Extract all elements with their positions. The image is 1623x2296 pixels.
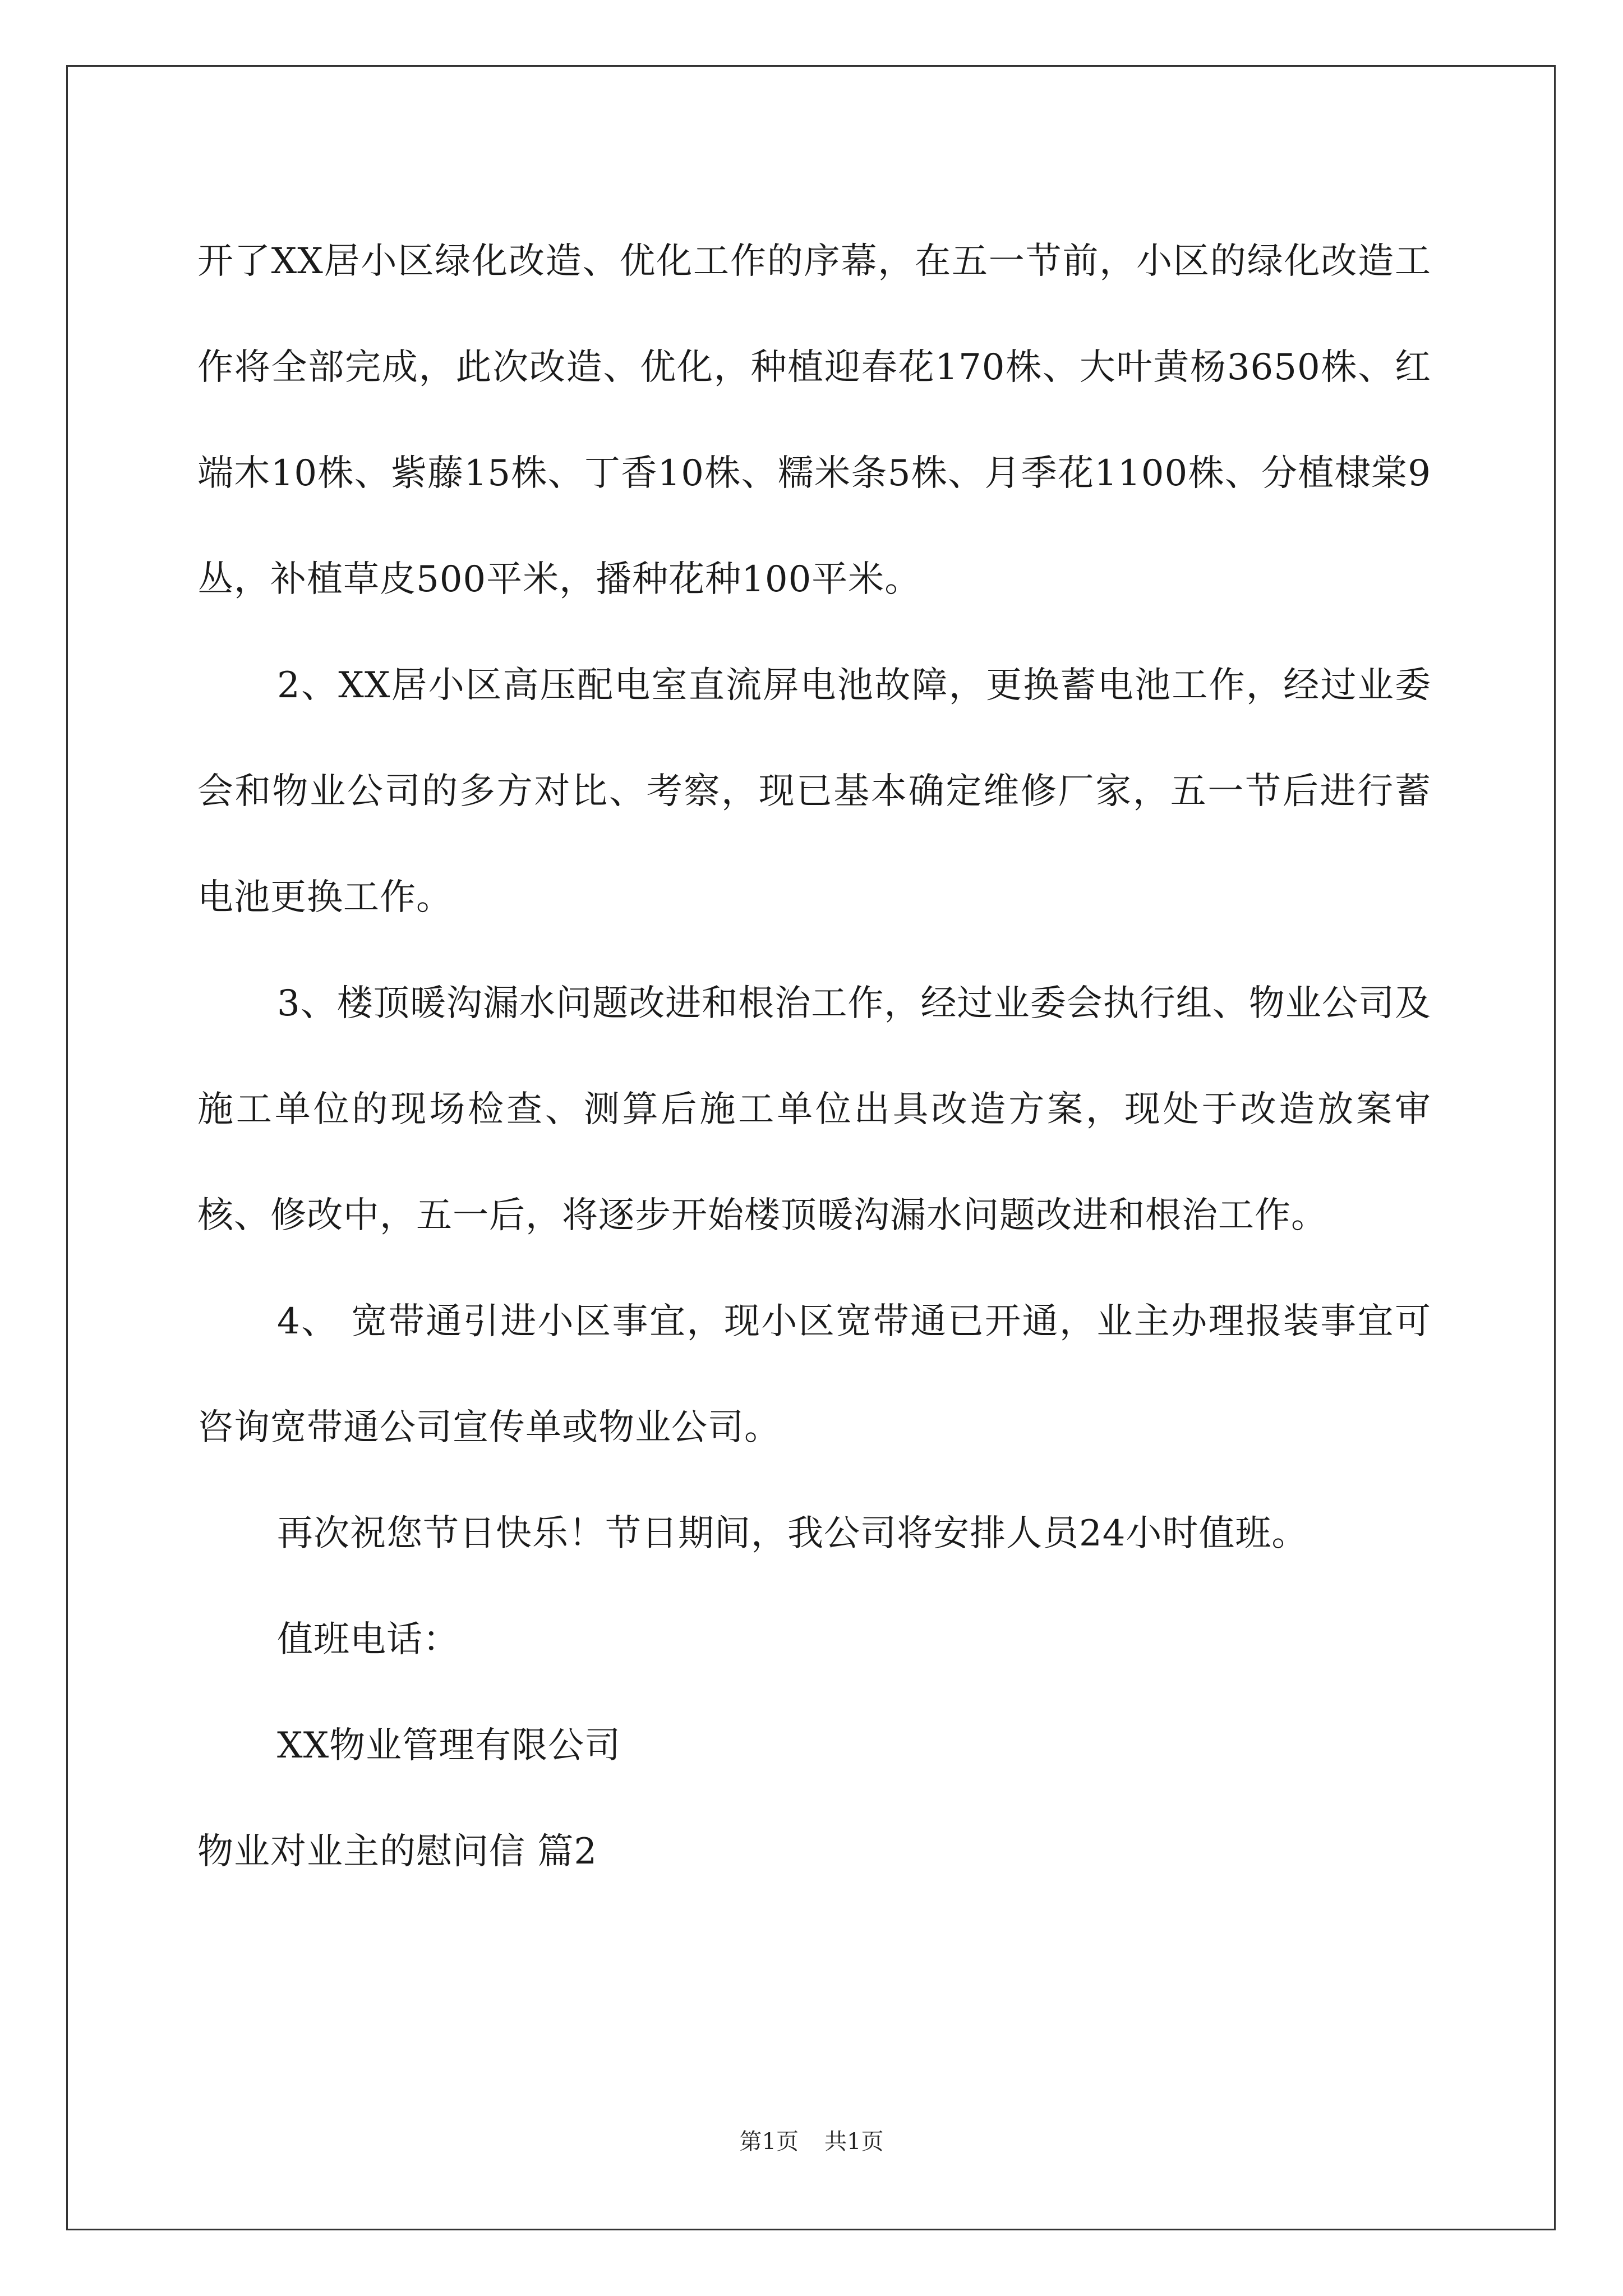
page-footer [0, 2124, 1623, 2156]
page-total: 共1页 [824, 2129, 884, 2155]
paragraph-roof-leak: 3、楼顶暖沟漏水问题改进和根治工作，经过业委会执行组、物业公司及施工单位的现场检查、测算后施工单位出具改造方案，现处于改造放案审核、修改中，五一后，将逐步开始楼顶暖沟漏水问题改进和根治工作。 [197, 983, 1431, 1236]
paragraph-greeting: 再次祝您节日快乐！节日期间，我公司将安排人员24小时值班。 [277, 1513, 1308, 1554]
next-section-title: 物业对业主的慰问信 篇2 [197, 1831, 598, 1872]
duty-phone-label: 值班电话： [277, 1619, 459, 1660]
paragraph-broadband: 4、 宽带通引进小区事宜，现小区宽带通已开通，业主办理报装事宜可咨询宽带通公司宣传单或物业公司。 [197, 1301, 1431, 1448]
paragraph-greening: 开了XX居小区绿化改造、优化工作的序幕，在五一节前，小区的绿化改造工作将全部完成，此次改造、优化，种植迎春花170株、大叶黄杨3650株、红端木10株、紫藤15株、丁香10株、糯米条5株、月季花1100株、分植棣棠9丛，补植草皮500平米，播种花种100平米。 [197, 241, 1431, 600]
paragraph-battery: 2、XX居小区高压配电室直流屏电池故障，更换蓄电池工作，经过业委会和物业公司的多方对比、考察，现已基本确定维修厂家，五一节后进行蓄电池更换工作。 [197, 665, 1431, 918]
document-body [197, 209, 1431, 1905]
page-number: 第1页 [739, 2129, 799, 2155]
company-signature: XX物业管理有限公司 [277, 1725, 621, 1766]
